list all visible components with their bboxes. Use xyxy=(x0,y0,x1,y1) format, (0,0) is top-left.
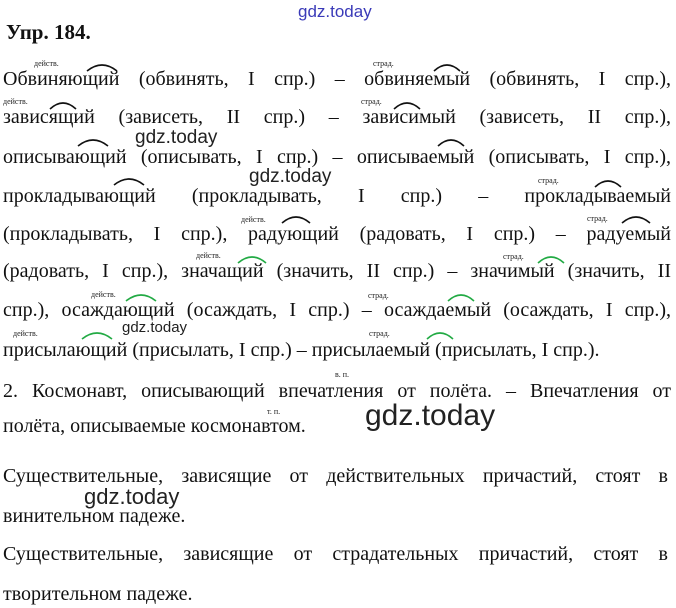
text-line: (радовать, I спр.), значащий (значить, II спр.) – значимый (значить, II xyxy=(3,260,671,282)
annotation-passive: страд. xyxy=(369,329,390,338)
text-line: 2. Космонавт, описывающий впечатления от полёта. – Впечатления от xyxy=(3,380,671,402)
text-line: прокладывающий (прокладывать, I спр.) – прокладываемый xyxy=(3,185,671,207)
watermark: gdz.today xyxy=(365,399,496,432)
text-line: описывающий (описывать, I спр.) – описываемый (описывать, I спр.), xyxy=(3,146,671,168)
text-line: Существительные, зависящие от страдательных причастий, стоят в xyxy=(3,543,668,565)
watermark: gdz.today xyxy=(122,319,188,336)
annotation-active: действ. xyxy=(241,215,266,224)
watermark: gdz.today xyxy=(298,2,372,21)
exercise-title: Упр. 184. xyxy=(6,20,91,44)
watermark: gdz.today xyxy=(84,484,180,509)
annotation-passive: страд. xyxy=(503,252,524,261)
annotation-passive: страд. xyxy=(587,214,608,223)
text-line: зависящий (зависеть, II спр.) – зависимый (зависеть, II спр.), xyxy=(3,106,671,128)
annotation-active: действ. xyxy=(13,329,38,338)
text-line: присылающий (присылать, I спр.) – присылаемый (присылать, I спр.). xyxy=(3,339,600,361)
annotation-active: действ. xyxy=(3,97,28,106)
watermark: gdz.today xyxy=(249,166,332,187)
text-line: Обвиняющий (обвинять, I спр.) – обвиняемый (обвинять, I спр.), xyxy=(3,68,671,90)
annotation-case: т. п. xyxy=(267,407,281,416)
text-line: винительном падеже. xyxy=(3,505,186,527)
watermark: gdz.today xyxy=(135,127,218,148)
text-line: полёта, описываемые космонавтом. xyxy=(3,415,306,437)
annotation-passive: страд. xyxy=(368,291,389,300)
annotation-case: в. п. xyxy=(335,370,350,379)
text-line: спр.), осаждающий (осаждать, I спр.) – осаждаемый (осаждать, I спр.), xyxy=(3,299,671,321)
annotation-active: действ. xyxy=(196,251,221,260)
annotation-passive: страд. xyxy=(538,176,559,185)
annotation-passive: страд. xyxy=(373,59,394,68)
text-line: Существительные, зависящие от действительных причастий, стоят в xyxy=(3,465,668,487)
annotation-active: действ. xyxy=(34,59,59,68)
annotation-passive: страд. xyxy=(361,97,382,106)
annotation-active: действ. xyxy=(91,290,116,299)
text-line: (прокладывать, I спр.), радующий (радовать, I спр.) – радуемый xyxy=(3,223,671,245)
text-line: творительном падеже. xyxy=(3,583,193,605)
